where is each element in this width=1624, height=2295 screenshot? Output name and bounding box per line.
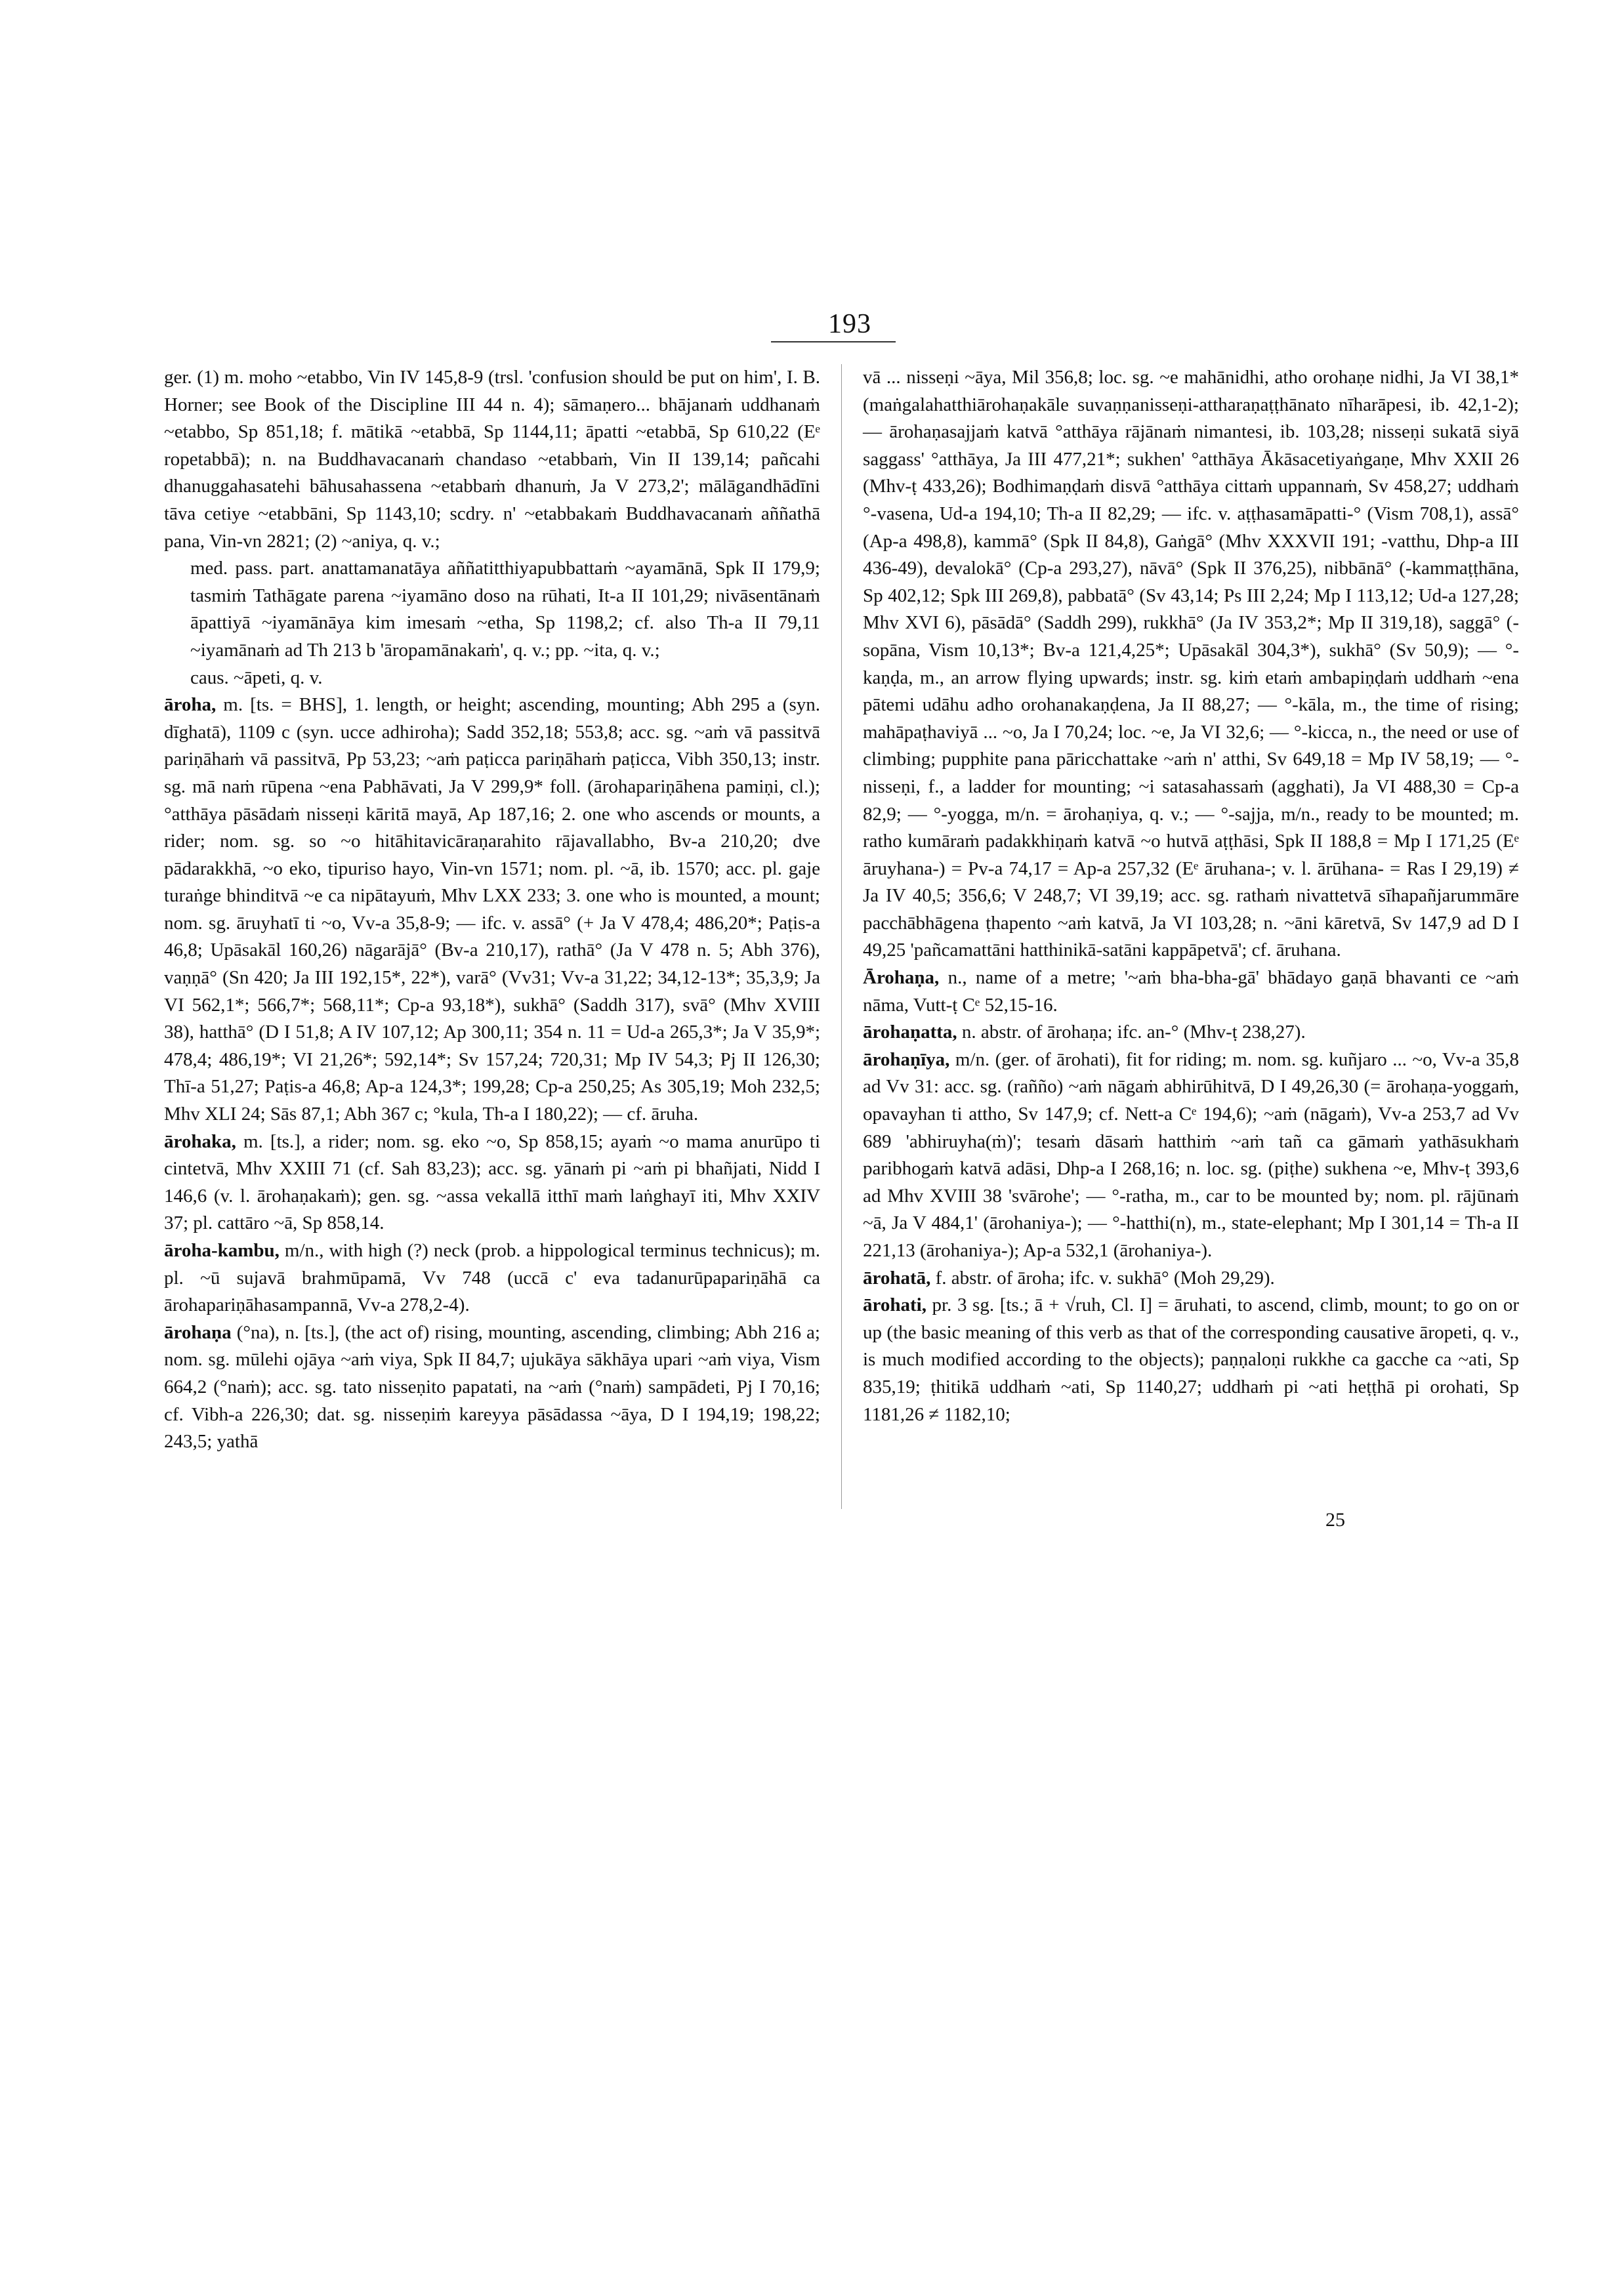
entry-text: f. abstr. of āroha; ifc. v. sukhā° (Moh 29,29). bbox=[930, 1267, 1275, 1289]
entry-text: vā ... nisseṇi ~āya, Mil 356,8; loc. sg. ~e mahānidhi, atho orohaṇe nidhi, Ja VI 38,1* (maṅgalahatthiārohaṇakāle suvaṇṇanisseṇi-attharaṇaṭṭhānato nīharāpesi, ib. 42,1-2); — ārohaṇasajjaṁ katvā °atthāya rājānaṁ nimantesi, ib. 103,28; nisseṇi sukatā siyā saggass' °atthāya, Ja III 477,21*; sukhen' °atthāya Ākāsacetiyaṅgaṇe, Mhv XXII 26 (Mhv-ṭ 433,26); Bodhimaṇḍaṁ disvā °atthāya cittaṁ uppannaṁ, Sv 458,27; uddhaṁ °-vasena, Ud-a 194,10; Th-a II 82,29; — ifc. v. aṭṭhasamāpatti-° (Vism 708,1), assā° (Ap-a 498,8), kammā° (Spk II 84,8), Gaṅgā° (Mhv XXXVII 191; -vatthu, Dhp-a III 436-49), devalokā° (Cp-a 293,27), nāvā° (Spk II 376,25), nibbānā° (-kammaṭṭhāna, Sp 402,12; Spk III 269,8), pabbatā° (Sv 43,14; Ps III 2,24; Mp I 113,12; Ud-a 127,28; Mhv XVI 6), pāsādā° (Saddh 299), rukkhā° (Ja IV 353,2*; Mp II 319,18), saggā° (-sopāna, Vism 10,13*; Bv-a 121,4,25*; Upāsakāl 304,3*), sukhā° (Sv 50,9); — °-kaṇḍa, m., an arrow flying upwards; instr. sg. kiṁ etaṁ ambapiṇḍaṁ uddhaṁ ~ena pātemi udāhu adho orohanakaṇḍena, Ja II 88,27; — °-kāla, m., the time of rising; mahāpaṭhaviyā ... ~o, Ja I 70,24; loc. ~e, Ja VI 32,6; — °-kicca, n., the need or use of climbing; pupphite pana pāricchattake ~aṁ n' atthi, Sv 649,18 = Mp IV 58,19; — °-nisseṇi, f., a ladder for mounting; ~i satasahassaṁ (agghati), Ja VI 488,30 = Cp-a 82,9; — °-yogga, m/n. = ārohaṇiya, q. v.; — °-sajja, m/n., ready to be mounted; m. ratho kumāraṁ padakkhiṇaṁ katvā ~o hutvā aṭṭhāsi, Spk II 188,8 = Mp I 171,25 (Eᵉ āruyhana-) = Pv-a 74,17 = Ap-a 257,32 (Eᵉ āruhana-; v. l. ārūhana- = Ras I 29,19) ≠ Ja IV 40,5; 356,6; V 248,7; VI 39,19; acc. sg. rathaṁ nivattetvā sīhapañjarummāre pacchābhāgena ṭhapento ~aṁ katvā, Ja VI 103,28; n. ~āni kāretvā, Sv 147,9 ad D I 49,25 'pañcamattāni hatthinikā-satāni kappāpetvā'; cf. āruhana. bbox=[863, 367, 1519, 961]
entry-headword: ārohaṇatta, bbox=[863, 1022, 957, 1043]
dictionary-entry bbox=[164, 692, 820, 1128]
entry-text: m. [ts. = BHS], 1. length, or height; ascending, mounting; Abh 295 a (syn. dīghatā), 1109 c (syn. ucce adhiroha); Sadd 352,18; 553,8; acc. sg. ~aṁ vā passitvā pariṇāhaṁ vā passitvā, Pp 53,23; ~aṁ paṭicca pariṇāhaṁ paṭicca, Vibh 350,13; instr. sg. mā naṁ rūpena ~ena Pabhāvati, Ja V 299,9* foll. (ārohapariṇāhena pamiṇi, cl.); °atthāya pāsādaṁ nisseṇi kāritā mayā, Ap 187,16; 2. one who ascends or mounts, a rider; nom. sg. so ~o hitāhitavicāraṇarahito rājavallabho, Bv-a 210,20; dve pādarakkhā, ~o eko, tipuriso hayo, Vin-vn 1571; nom. pl. ~ā, ib. 1570; acc. pl. gaje turaṅge bhinditvā ~e ca nipātayuṁ, Mhv LXX 233; 3. one who is mounted, a mount; nom. sg. āruyhatī ti ~o, Vv-a 35,8-9; — ifc. v. assā° (+ Ja V 478,4; 486,20*; Paṭis-a 46,8; Upāsakāl 160,26) nāgarājā° (Bv-a 210,17), rathā° (Ja V 478 n. 5; Abh 376), vaṇṇā° (Sn 420; Ja III 192,15*, 22*), varā° (Vv31; Vv-a 31,22; 34,12-13*; 35,3,9; Ja VI 562,1*; 566,7*; 568,11*; Cp-a 93,18*), sukhā° (Saddh 317), svā° (Mhv XVIII 38), hatthā° (D I 51,8; A IV 107,12; Ap 300,11; 354 n. 11 = Ud-a 265,3*; Ja V 35,9*; 478,4; 486,19*; VI 21,26*; 592,14*; Sv 157,24; 720,31; Mp IV 54,3; Pj II 126,30; Thī-a 51,27; Paṭis-a 46,8; Ap-a 124,3*; 199,28; Cp-a 250,25; As 305,19; Moh 232,5; Mhv XLI 24; Sās 87,1; Abh 367 c; °kula, Th-a I 180,22); — cf. āruha. bbox=[164, 694, 820, 1125]
dictionary-entry bbox=[863, 964, 1519, 1019]
entry-headword: ārohatā, bbox=[863, 1267, 931, 1289]
dictionary-entry bbox=[164, 665, 820, 692]
entry-headword: āroha, bbox=[164, 694, 217, 716]
dictionary-entry bbox=[164, 1237, 820, 1319]
dictionary-entry bbox=[164, 555, 820, 664]
dictionary-entry bbox=[863, 1019, 1519, 1046]
column-divider bbox=[841, 364, 842, 1509]
dictionary-entry bbox=[863, 1046, 1519, 1265]
dictionary-entry bbox=[863, 1265, 1519, 1292]
entry-text: m. [ts.], a rider; nom. sg. eko ~o, Sp 858,15; ayaṁ ~o mama anurūpo ti cintetvā, Mhv XXIII 71 (cf. Sah 83,23); acc. sg. yānaṁ pi ~aṁ pi bhañjati, Nidd I 146,6 (v. l. ārohaṇakaṁ); gen. sg. ~assa vekallā itthī maṁ laṅghayī iti, Mhv XXIV 37; pl. cattāro ~ā, Sp 858,14. bbox=[164, 1130, 820, 1234]
entry-text: n. abstr. of ārohaṇa; ifc. an-° (Mhv-ṭ 238,27). bbox=[957, 1022, 1306, 1043]
entry-text: ger. (1) m. moho ~etabbo, Vin IV 145,8-9 (trsl. 'confusion should be put on him', I. B. Horner; see Book of the Discipline III 44 n. 4); sāmaṇero... bhājanaṁ uddhanaṁ ~etabbo, Sp 851,18; f. mātikā ~etabbā, Sp 1144,11; āpatti ~etabbā, Sp 610,22 (Eᵉ ropetabbā); n. na Buddhavacanaṁ chandaso ~etabbaṁ, Vin II 139,14; pañcahi dhanuggahasatehi bāhusahassena ~etabbaṁ dhanuṁ, Ja V 273,2'; mālāgandhādīni tāva cetiye ~etabbāni, Sp 1143,10; scdry. n' ~etabbakaṁ Buddhavacanaṁ aññathā pana, Vin-vn 2821; (2) ~aniya, q. v.; bbox=[164, 367, 820, 552]
entry-headword: ārohaṇīya, bbox=[863, 1048, 950, 1070]
entry-text: med. pass. part. anattamanatāya aññatitthiyapubbattaṁ ~ayamānā, Spk II 179,9; tasmiṁ Tathāgate parena ~iyamāno doso na rūhati, It-a II 101,29; nivāsentānaṁ āpattiyā ~iyamānāya kim imesaṁ ~etha, Sp 1198,2; cf. also Th-a II 79,11 ~iyamānaṁ ad Th 213 b 'āropamānakaṁ', q. v.; pp. ~ita, q. v.; bbox=[190, 558, 820, 661]
page-number: 193 bbox=[828, 309, 871, 339]
right-column bbox=[863, 364, 1519, 1428]
page-number-rule bbox=[771, 341, 896, 342]
entry-text: (°na), n. [ts.], (the act of) rising, mounting, ascending, climbing; Abh 216 a; nom. sg. mūlehi ojāya ~aṁ viya, Spk II 84,7; ujukāya sākhāya upari ~aṁ viya, Vism 664,2 (°naṁ); acc. sg. tato nisseṇito papatati, na ~aṁ (°naṁ) sampādeti, Pj I 70,16; cf. Vibh-a 226,30; dat. sg. nisseṇiṁ kareyya pāsādassa ~āya, D I 194,19; 198,22; 243,5; yathā bbox=[164, 1321, 820, 1453]
entry-headword: ārohaka, bbox=[164, 1130, 236, 1152]
entry-headword: Ārohaṇa, bbox=[863, 967, 940, 989]
entry-text: m/n. (ger. of ārohati), fit for riding; m. nom. sg. kuñjaro ... ~o, Vv-a 35,8 ad Vv 31: acc. sg. (rañño) ~aṁ nāgaṁ abhirūhitvā, D I 49,26,30 (= ārohaṇa-yoggaṁ, opavayhan ti attho, Sv 147,9; cf. Nett-a Cᵉ 194,6); ~aṁ (nāgaṁ), Vv-a 253,7 ad Vv 689 'abhiruyha(ṁ)'; tesaṁ dāsaṁ hatthiṁ ~aṁ tañ ca gāmaṁ yathāsukhaṁ paribhogaṁ katvā adāsi, Dhp-a I 268,16; n. loc. sg. (piṭhe) sukhena ~e, Mhv-ṭ 393,6 ad Mhv XVIII 38 'svārohe'; — °-ratha, m., car to be mounted by; nom. pl. rājūnaṁ ~ā, Ja V 484,1' (ārohaniya-); — °-hatthi(n), m., state-elephant; Mp I 301,14 = Th-a II 221,13 (ārohaniya-); Ap-a 532,1 (ārohaniya-). bbox=[863, 1048, 1519, 1261]
entry-text: n., name of a metre; '~aṁ bha-bha-gā' bhādayo gaṇā bhavanti ce ~aṁ nāma, Vutt-ṭ Cᵉ 52,15-16. bbox=[863, 967, 1519, 1016]
dictionary-entry bbox=[863, 1292, 1519, 1428]
entry-text: m/n., with high (?) neck (prob. a hippological terminus technicus); m. pl. ~ū sujavā brahmūpamā, Vv 748 (uccā c' eva tadanurūpapariṇāhā ca ārohapariṇāhasampannā, Vv-a 278,2-4). bbox=[164, 1240, 820, 1316]
left-column bbox=[164, 364, 820, 1456]
dictionary-entry bbox=[863, 364, 1519, 964]
entry-headword: ārohaṇa bbox=[164, 1321, 232, 1343]
entry-text: pr. 3 sg. [ts.; ā + √ruh, Cl. I] = āruhati, to ascend, climb, mount; to go on or up (the basic meaning of this verb as that of the corresponding causative āropeti, q. v., is much modified according to the objects); paṇṇaloṇi rukkhe ca gacche ca ~ati, Sp 835,19; ṭhitikā uddhaṁ ~ati, Sp 1140,27; uddhaṁ pi ~ati heṭṭhā pi orohati, Sp 1181,26 ≠ 1182,10; bbox=[863, 1294, 1519, 1425]
entry-text: caus. ~āpeti, q. v. bbox=[190, 667, 323, 688]
entry-headword: āroha-kambu, bbox=[164, 1240, 280, 1261]
dictionary-entry bbox=[164, 1128, 820, 1237]
sheet-marker: 25 bbox=[1325, 1509, 1345, 1531]
dictionary-entry bbox=[164, 1319, 820, 1456]
entry-headword: ārohati, bbox=[863, 1294, 927, 1316]
dictionary-entry bbox=[164, 364, 820, 555]
